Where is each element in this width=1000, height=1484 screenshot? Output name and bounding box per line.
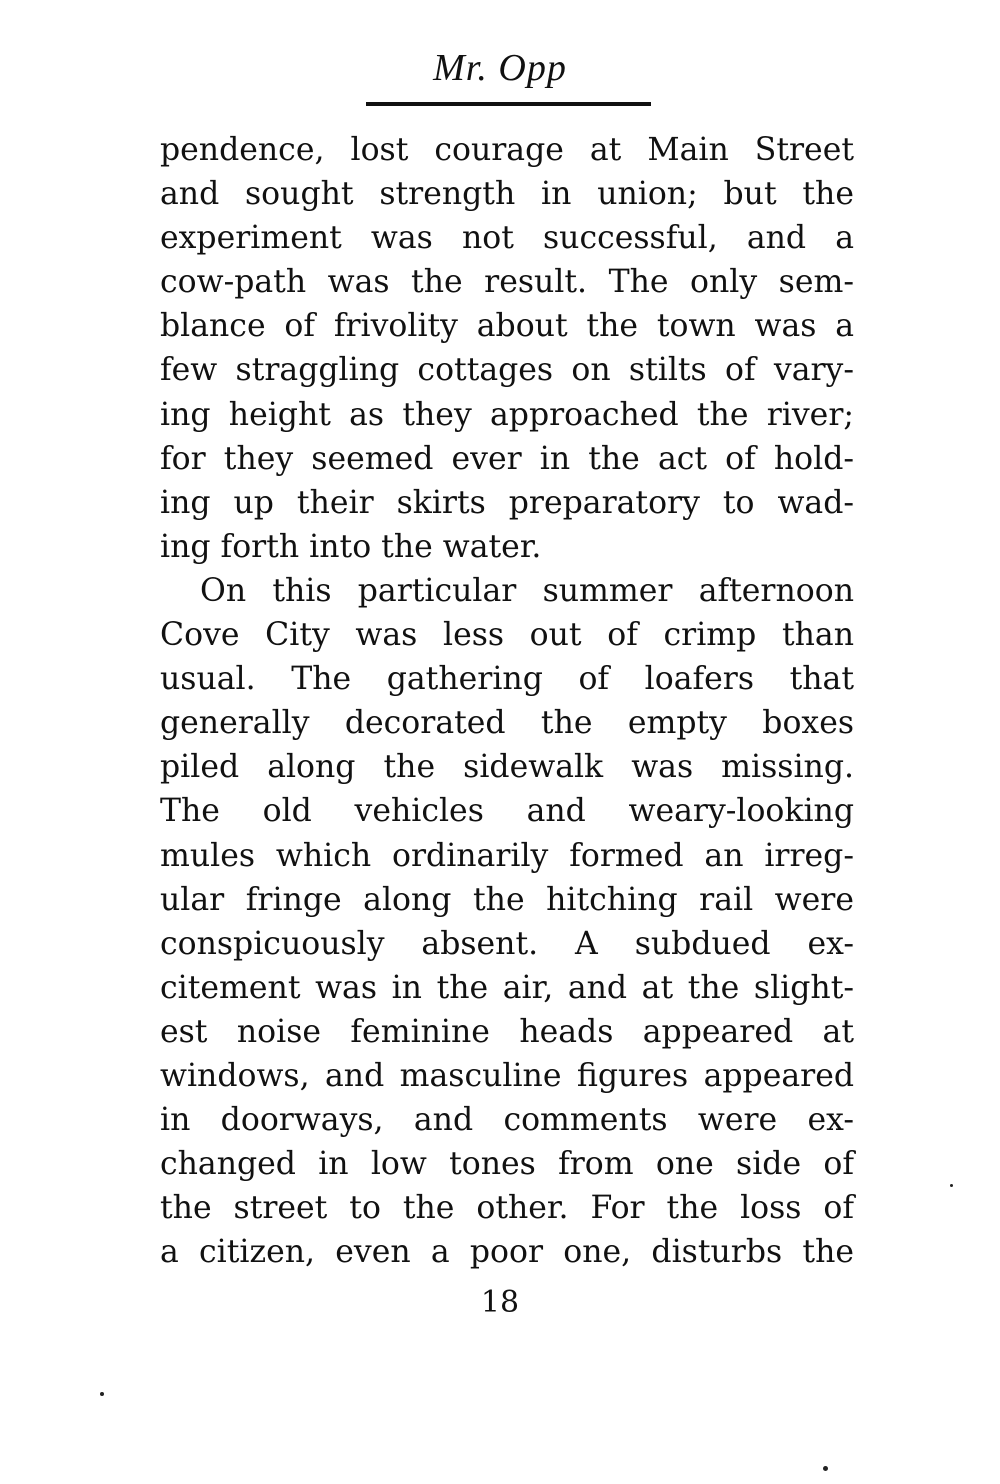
text-line: and sought strength in union; but the	[160, 176, 854, 213]
text-line: citement was in the air, and at the slight-	[160, 969, 854, 1006]
text-line: usual. The gathering of loafers that	[160, 661, 854, 698]
text-line: cow-path was the result. The only sem-	[160, 264, 854, 301]
text-line: ing height as they approached the river;	[160, 396, 854, 433]
text-line: in doorways, and comments were ex-	[160, 1102, 854, 1139]
text-line: few straggling cottages on stilts of vary-	[160, 352, 854, 389]
text-line: pendence, lost courage at Main Street	[160, 132, 854, 168]
text-line: ing up their skirts preparatory to wad-	[160, 484, 854, 521]
running-head: Mr. Opp	[433, 47, 567, 89]
header-rule	[366, 102, 651, 106]
text-line: the street to the other. For the loss of	[160, 1190, 854, 1227]
scan-speck	[823, 1466, 828, 1471]
text-line: The old vehicles and weary-looking	[160, 793, 854, 830]
text-line: a citizen, even a poor one, disturbs the	[160, 1234, 854, 1271]
text-line: mules which ordinarily formed an irreg-	[160, 837, 854, 874]
text-line: est noise feminine heads appeared at	[160, 1013, 854, 1050]
body-text	[160, 128, 854, 1274]
text-line: piled along the sidewalk was missing.	[160, 749, 854, 786]
page-number: 18	[480, 1285, 520, 1320]
text-line: blance of frivolity about the town was a	[160, 308, 854, 345]
text-line: Cove City was less out of crimp than	[160, 617, 854, 654]
text-line: ular fringe along the hitching rail were	[160, 881, 854, 918]
text-line: generally decorated the empty boxes	[160, 705, 854, 742]
text-line: On this particular summer afternoon	[200, 572, 854, 609]
text-line: ing forth into the water.	[160, 528, 542, 565]
text-line: windows, and masculine figures appeared	[160, 1057, 854, 1094]
scan-speck	[100, 1392, 104, 1396]
text-line: experiment was not successful, and a	[160, 220, 854, 257]
text-line: for they seemed ever in the act of hold-	[160, 440, 854, 477]
text-line: conspicuously absent. A subdued ex-	[160, 925, 854, 962]
scan-speck	[950, 1184, 953, 1187]
text-line: changed in low tones from one side of	[160, 1146, 854, 1183]
